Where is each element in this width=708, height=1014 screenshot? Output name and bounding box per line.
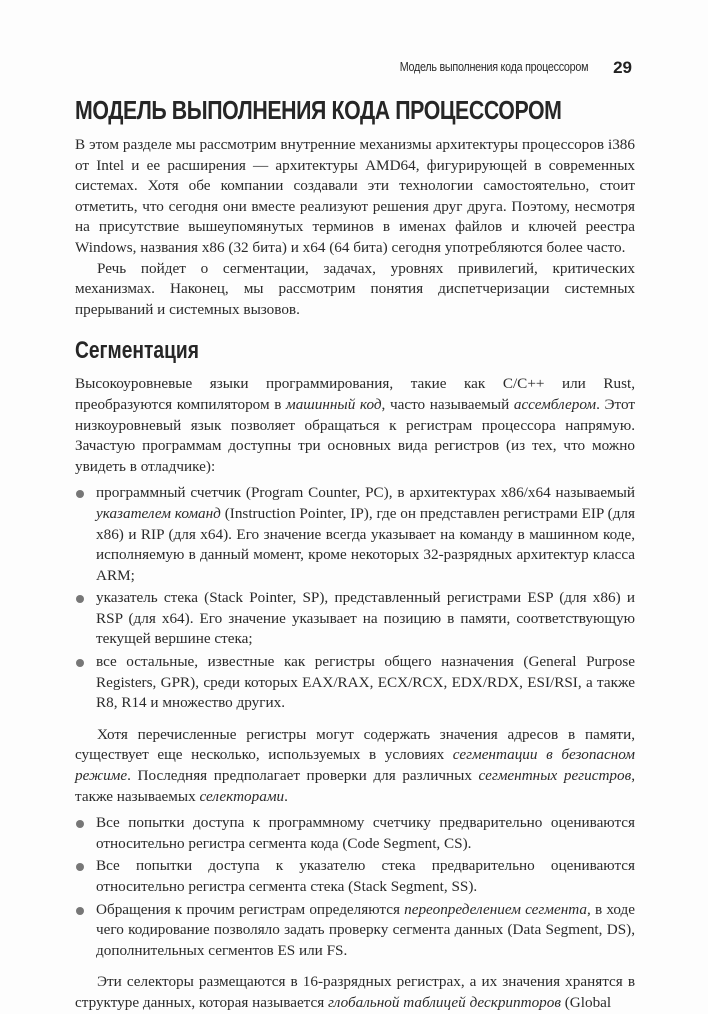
list-item (75, 588, 635, 650)
text: указатель стека (Stack Pointer, SP), представленный регистрами ESP (для x86) и RSP (для x64). Его значение указывает на позицию в памяти, соответствующую текущей вершине стека; (96, 589, 635, 648)
list-item (75, 483, 635, 586)
bullet-icon (76, 595, 84, 603)
bullet-icon (76, 820, 84, 828)
bullet-icon (76, 907, 84, 915)
closing-paragraph (75, 972, 635, 1013)
text: (Instruction Pointer, IP), где он представлен регистрами EIP (для x86) и RIP (для x64). Его значение всегда указывает на команду в машинном коде, исполняемую в данный момент, кроме некоторых 32-разрядных архитектур класса ARM; (96, 504, 635, 584)
text: Высокоуровневые языки программирования, такие как C/C++ или Rust, преобразуются компилятором в (75, 375, 635, 413)
text: , часто называемый (381, 395, 514, 413)
segment-list (75, 813, 635, 961)
italic-term: машинный код (286, 395, 382, 413)
text: . (284, 787, 288, 805)
subsection-heading: Сегментация (75, 337, 199, 365)
page-body (75, 93, 635, 1014)
text: . Этот низкоуровневый язык позволяет обращаться к регистрам процессора напрямую. Зачастую программам доступны три основных вида регистров (из тех, что можно увидеть в отладчике): (75, 395, 635, 475)
text: (Global (560, 993, 612, 1011)
bullet-icon (76, 659, 84, 667)
italic-term: селекторами (199, 787, 285, 805)
text: , также называемых (75, 767, 635, 805)
section-heading: МОДЕЛЬ ВЫПОЛНЕНИЯ КОДА ПРОЦЕССОРОМ (75, 95, 562, 125)
section-paragraph: В этом разделе мы рассмотрим внутренние механизмы архитектуры процессоров i386 от Intel и ее расширения — архитектуры AMD64, фигурирующей в современных системах. Хотя обе компании создавали эти технологии самостоятельно, стоит отметить, что сегодня они вместе реализуют решения друг друга. Поэтому, несмотря на присутствие вышеупомянутых терминов в именах файлов и ключей реестра Windows, названия x86 (32 бита) и x64 (64 бита) сегодня употребляются более часто. (75, 136, 635, 256)
text: Обращения к прочим регистрам определяются (96, 900, 405, 918)
text: , в ходе чего кодирование позволяло задать проверку сегмента данных (Data Segment, DS), дополнительных сегментов ES или FS. (96, 900, 636, 959)
italic-term: указателем команд (96, 504, 221, 522)
italic-term: сегментных регистров (478, 767, 632, 785)
register-list (75, 483, 635, 714)
text: Все попытки доступа к указателю стека предварительно оцениваются относительно регистра сегмента стека (Stack Segment, SS). (96, 857, 635, 895)
italic-term: ассемблером (513, 395, 597, 413)
text: Эти селекторы размещаются в 16-разрядных регистрах, а их значения хранятся в структуре данных, которая называется (75, 973, 635, 1011)
italic-term: переопределением сегмента (404, 900, 588, 918)
list-item (75, 813, 635, 854)
page-number: 29 (613, 58, 632, 77)
text: Хотя перечисленные регистры могут содержать значения адресов в памяти, существует еще несколько, используемых в условиях (75, 725, 635, 764)
intro-paragraph (75, 374, 635, 477)
italic-term: глобальной таблицей дескрипторов (328, 993, 561, 1011)
list-item (75, 856, 635, 897)
text: Все попытки доступа к программному счетчику предварительно оцениваются относительно регистра сегмента кода (Code Segment, CS). (96, 814, 635, 852)
segmentation-paragraph (75, 725, 635, 807)
running-header-title: Модель выполнения кода процессором (399, 60, 588, 74)
text: программный счетчик (Program Counter, PC), в архитектурах x86/x64 называемый (96, 484, 635, 502)
text: все остальные, известные как регистры общего назначения (General Purpose Registers, GPR), среди которых EAX/RAX, ECX/RCX, EDX/RDX, ESI/RSI, а также R8, R14 и множество других. (96, 653, 635, 712)
section-paragraph: Речь пойдет о сегментации, задачах, уровнях привилегий, критических механизмах. Наконец, мы рассмотрим понятия диспетчеризации системных прерываний и системных вызовов. (75, 259, 635, 318)
bullet-icon (76, 863, 84, 871)
bullet-icon (76, 490, 84, 498)
list-item (75, 652, 635, 714)
text: . Последняя предполагает проверки для различных (127, 767, 479, 785)
italic-term: сегментации в безопасном режиме (75, 746, 635, 785)
list-item (75, 900, 635, 962)
running-header (0, 58, 708, 80)
